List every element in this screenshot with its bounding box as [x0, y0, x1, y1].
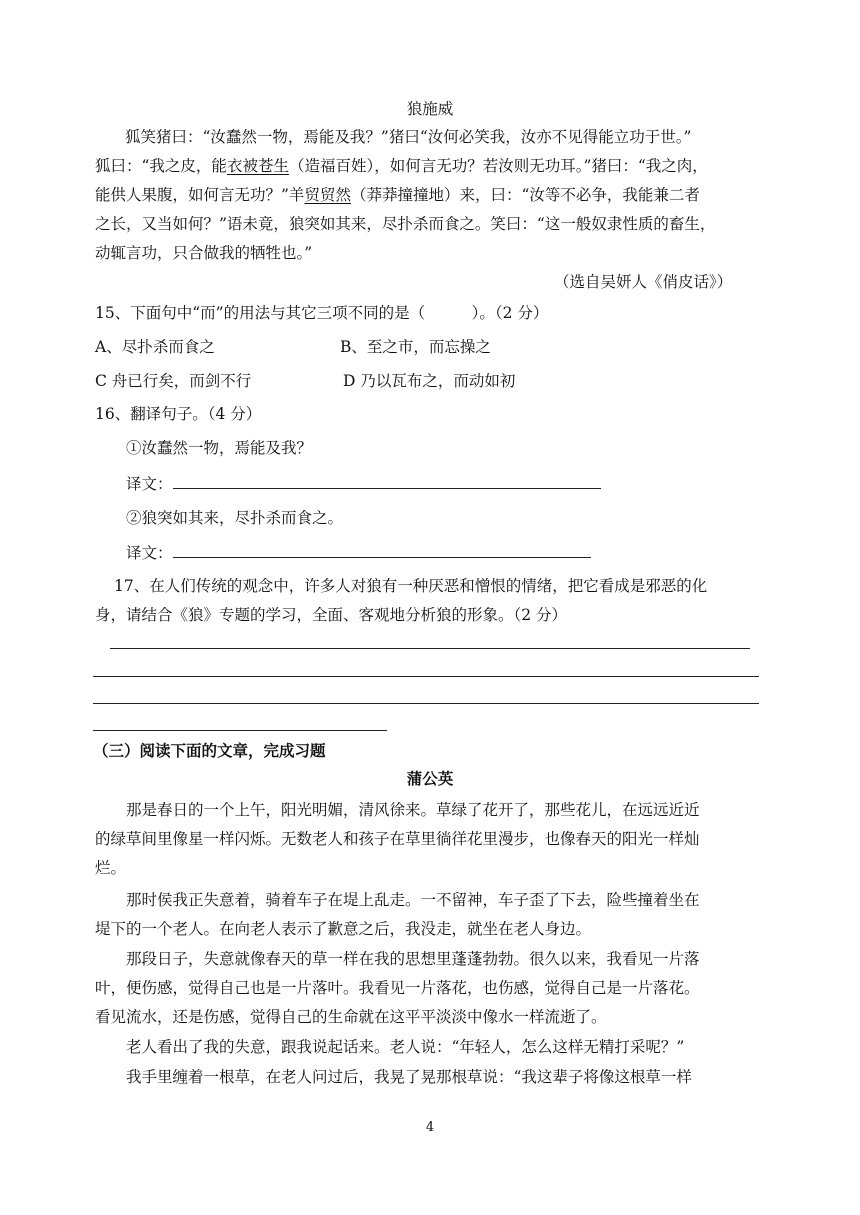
- answer-line[interactable]: [93, 703, 759, 704]
- article-line: 那段日子，失意就像春天的草一样在我的思想里蓬蓬勃勃。很久以来，我看见一片落: [126, 950, 700, 968]
- answer-blank[interactable]: [173, 541, 591, 558]
- article-title: 蒲公英: [406, 769, 454, 788]
- question-17-line: 身，请结合《狼》专题的学习，全面、客观地分析狼的形象。（2 分）: [95, 606, 568, 624]
- passage-text: 狐曰：“我之皮，能: [95, 157, 227, 175]
- passage-line: 动辄言功，只合做我的牺牲也。”: [95, 244, 313, 262]
- article-line: 叶，便伤感，觉得自己也是一片落叶。我看见一片落花，也伤感，觉得自己是一片落花。: [95, 979, 700, 997]
- translation-2: [126, 541, 591, 564]
- question-17-line: 17、在人们传统的观念中，许多人对狼有一种厌恶和憎恨的情绪，把它看成是邪恶的化: [114, 577, 708, 595]
- question-15-stem: 15、下面句中“而”的用法与其它三项不同的是（ ）。（2 分）: [95, 304, 549, 322]
- underlined-phrase: 贸贸然: [304, 186, 351, 204]
- article-line: 老人看出了我的失意，跟我说起话来。老人说：“年轻人，怎么这样无精打采呢？”: [126, 1038, 685, 1056]
- answer-blank[interactable]: [173, 472, 601, 489]
- option-c: C 舟已行矣，而剑不行: [95, 372, 252, 390]
- passage-text: 能供人果腹，如何言无功？”羊: [95, 186, 305, 204]
- option-a: A、尽扑杀而食之: [95, 338, 215, 356]
- passage-line: [95, 184, 700, 206]
- article-line: 看见流水，还是伤感，觉得自己的生命就在这平平淡淡中像水一样流逝了。: [95, 1008, 607, 1026]
- passage-source: （选自吴妍人《俏皮话》）: [554, 273, 733, 291]
- underlined-phrase: 衣被苍生: [226, 157, 289, 175]
- passage-text: （造福百姓），如何言无功？若汝则无功耳。”猪曰：“我之肉，: [288, 157, 708, 175]
- translation-label: 译文：: [126, 475, 173, 493]
- article-line: 堤下的一个老人。在向老人表示了歉意之后，我没走，就坐在老人身边。: [95, 920, 592, 938]
- answer-line[interactable]: [93, 730, 387, 731]
- question-16-stem: 16、翻译句子。（4 分）: [95, 405, 262, 423]
- passage-line: 狐笑猪曰：“汝蠢然一物，焉能及我？”猪曰“汝何必笑我，汝亦不见得能立功于世。”: [125, 128, 692, 146]
- article-line: 我手里缠着一根草，在老人问过后，我晃了晃那根草说：“我这辈子将像这根草一样: [126, 1068, 692, 1086]
- page-number: 4: [425, 1120, 435, 1135]
- option-d: D 乃以瓦布之，而动如初: [343, 372, 516, 390]
- answer-line[interactable]: [110, 648, 750, 649]
- passage-line: [95, 155, 708, 177]
- passage-title: 狼施威: [406, 100, 454, 118]
- sentence-2: ②狼突如其来，尽扑杀而食之。: [126, 509, 344, 527]
- sentence-1: ①汝蠢然一物，焉能及我？: [126, 439, 313, 457]
- article-line: 烂。: [95, 859, 127, 877]
- translation-label: 译文：: [126, 544, 173, 562]
- passage-text: （莽莽撞撞地）来，曰：“汝等不必争，我能兼二者: [350, 186, 700, 204]
- article-line: 那时侯我正失意着，骑着车子在堤上乱走。一不留神，车子歪了下去，险些撞着坐在: [126, 891, 700, 909]
- passage-line: 之长，又当如何？”语未竟，狼突如其来，尽扑杀而食之。笑曰：“这一般奴隶性质的畜生，: [95, 215, 716, 233]
- translation-1: [126, 472, 601, 495]
- article-line: 的绿草间里像星一样闪烁。无数老人和孩子在草里徜徉花里漫步，也像春天的阳光一样灿: [95, 830, 700, 848]
- answer-line[interactable]: [93, 676, 759, 677]
- article-line: 那是春日的一个上午，阳光明媚，清风徐来。草绿了花开了，那些花儿，在远远近近: [126, 801, 700, 819]
- option-b: B、至之市，而忘操之: [340, 338, 491, 356]
- section-heading: （三）阅读下面的文章，完成习题: [93, 741, 326, 760]
